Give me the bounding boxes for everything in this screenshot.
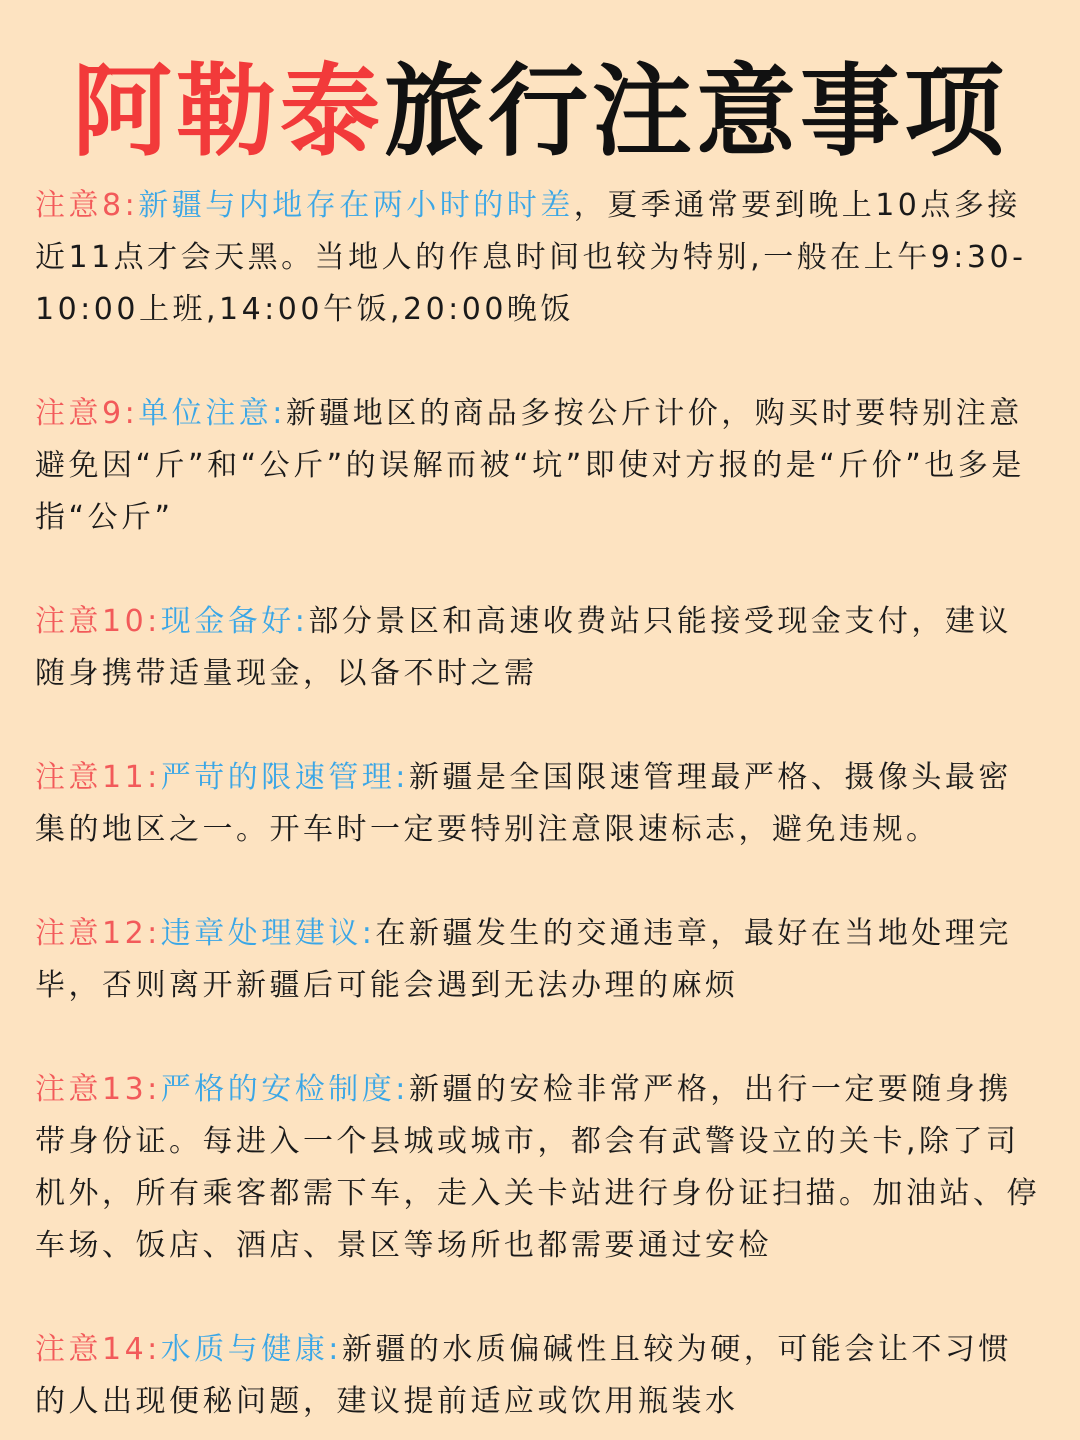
note-number: 注意11: — [35, 760, 161, 795]
note-12 — [35, 908, 1045, 1012]
notes-list — [35, 180, 1045, 1428]
note-topic: 现金备好: — [160, 604, 309, 639]
note-body: ，夏季通常要到晚上10点多接近11点才会天黑。当地人的作息时间也较为特别,一般在上午9:30-10:00上班,14:00午饭,20:00晚饭 — [35, 188, 1027, 327]
note-topic: 单位注意: — [138, 396, 286, 431]
title-place: 阿勒泰 — [72, 53, 384, 170]
note-body: 新疆地区的商品多按公斤计价，购买时要特别注意避免因“斤”和“公斤”的误解而被“坑”即使对方报的是“斤价”也多是指“公斤” — [35, 396, 1025, 535]
note-topic: 水质与健康: — [160, 1332, 342, 1367]
note-9 — [35, 388, 1045, 544]
note-body: 新疆的水质偏碱性且较为硬，可能会让不习惯的人出现便秘问题，建议提前适应或饮用瓶装水 — [35, 1332, 1012, 1419]
note-number: 注意14: — [35, 1332, 161, 1367]
note-topic: 严苛的限速管理: — [160, 760, 409, 795]
note-number: 注意12: — [35, 916, 161, 951]
note-number: 注意8: — [35, 188, 139, 223]
note-topic: 严格的安检制度: — [160, 1072, 409, 1107]
title-subject: 旅行注意事项 — [384, 53, 1008, 170]
note-number: 注意9: — [35, 396, 139, 431]
note-body: 新疆是全国限速管理最严格、摄像头最密集的地区之一。开车时一定要特别注意限速标志，避免违规。 — [35, 760, 1012, 847]
note-topic: 违章处理建议: — [160, 916, 376, 951]
note-14 — [35, 1324, 1045, 1428]
note-body: 部分景区和高速收费站只能接受现金支付，建议随身携带适量现金，以备不时之需 — [35, 604, 1012, 691]
note-topic: 新疆与内地存在两小时的时差 — [138, 188, 574, 223]
note-13 — [35, 1064, 1045, 1272]
note-11 — [35, 752, 1045, 856]
note-number: 注意10: — [35, 604, 161, 639]
note-10 — [35, 596, 1045, 700]
page-title — [0, 52, 1080, 172]
note-number: 注意13: — [35, 1072, 161, 1107]
note-8 — [35, 180, 1045, 336]
note-body: 新疆的安检非常严格，出行一定要随身携带身份证。每进入一个县城或城市，都会有武警设立的关卡,除了司机外，所有乘客都需下车，走入关卡站进行身份证扫描。加油站、停车场、饭店、酒店、景区等场所也都需要通过安检 — [35, 1072, 1040, 1263]
note-body: 在新疆发生的交通违章，最好在当地处理完毕，否则离开新疆后可能会遇到无法办理的麻烦 — [35, 916, 1012, 1003]
